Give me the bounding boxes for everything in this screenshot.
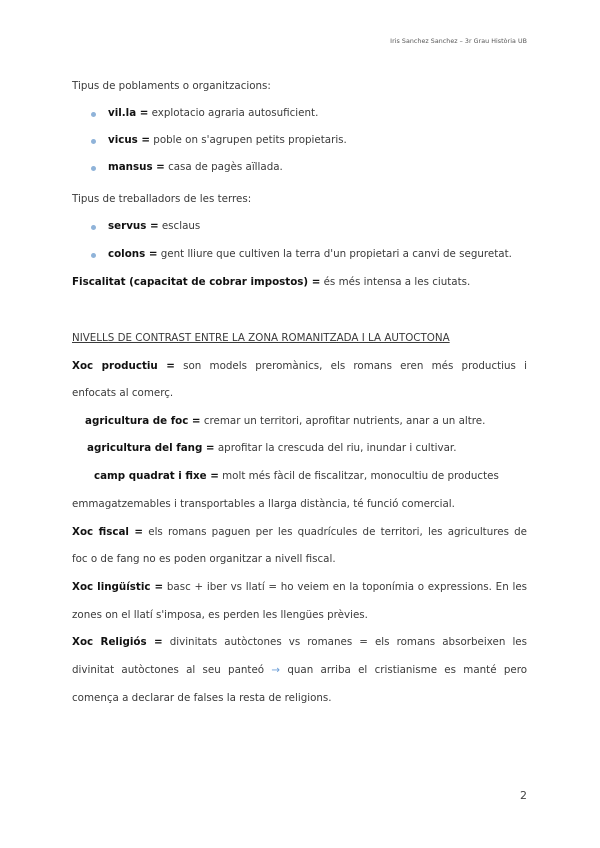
definition: poble on s'agrupen petits propietaris.: [150, 134, 347, 146]
term: vil.la =: [108, 107, 149, 119]
agricultura-fang: [87, 442, 456, 455]
bullet-icon: [91, 112, 96, 117]
term: camp quadrat i fixe =: [94, 470, 219, 482]
text: son models preromànics, els romans eren més productius i: [174, 360, 527, 372]
list-item: [108, 161, 283, 174]
text: basc + iber vs llatí = ho veiem en la toponímia o expressions. En les: [163, 581, 528, 593]
definition: és més intensa a les ciutats.: [320, 276, 471, 288]
arrow-right-icon: →: [271, 664, 281, 676]
term: colons =: [108, 248, 158, 260]
term: vicus =: [108, 134, 151, 146]
term: mansus =: [108, 161, 165, 173]
bullet-icon: [91, 253, 96, 258]
paragraph-xoc-productiu-line1: [72, 360, 527, 373]
term: Fiscalitat (capacitat de cobrar impostos) =: [72, 276, 321, 288]
paragraph-xoc-fiscal-line2: foc o de fang no es poden organitzar a nivell fiscal.: [72, 553, 336, 565]
paragraph-xoc-productiu-line2: enfocats al comerç.: [72, 387, 174, 399]
camp-quadrat-line1: [94, 470, 499, 483]
page-header: Iris Sanchez Sanchez – 3r Grau Història UB: [390, 38, 527, 45]
section-title-nivells: NIVELLS DE CONTRAST ENTRE LA ZONA ROMANITZADA I LA AUTOCTONA: [72, 332, 450, 344]
list-item: [108, 248, 512, 261]
term: servus =: [108, 220, 159, 232]
definition: gent lliure que cultiven la terra d'un propietari a canvi de seguretat.: [157, 248, 512, 260]
list-item: [108, 220, 200, 233]
term: Xoc fiscal =: [72, 526, 144, 538]
definition: aprofitar la crescuda del riu, inundar i cultivar.: [214, 442, 457, 454]
definition: explotacio agraria autosuficient.: [148, 107, 319, 119]
paragraph-xoc-religios-line2: [72, 664, 527, 677]
paragraph-xoc-religios-line1: [72, 636, 527, 649]
term: Xoc productiu =: [72, 360, 175, 372]
agricultura-foc: [85, 415, 485, 428]
list-item: [108, 134, 347, 147]
definition: molt més fàcil de fiscalitzar, monocultiu de productes: [218, 470, 499, 482]
definition: casa de pagès aïllada.: [164, 161, 283, 173]
page-number: 2: [520, 789, 527, 802]
bullet-icon: [91, 225, 96, 230]
camp-quadrat-line2: emmagatzemables i transportables a llarga distància, té funció comercial.: [72, 498, 455, 510]
fiscalitat-paragraph: [72, 276, 470, 289]
text: els romans paguen per les quadrícules de territori, les agricultures de: [143, 526, 527, 538]
term: Xoc lingüístic =: [72, 581, 164, 593]
section-heading-treballadors: Tipus de treballadors de les terres:: [72, 193, 252, 205]
definition: esclaus: [158, 220, 201, 232]
paragraph-xoc-fiscal-line1: [72, 526, 527, 539]
term: agricultura del fang =: [87, 442, 215, 454]
definition: cremar un territori, aprofitar nutrients, anar a un altre.: [200, 415, 486, 427]
term: Xoc Religiós =: [72, 636, 163, 648]
paragraph-xoc-linguistic-line2: zones on el llatí s'imposa, es perden les llengües prèvies.: [72, 609, 368, 621]
section-heading-poblaments: Tipus de poblaments o organitzacions:: [72, 80, 271, 92]
text: divinitat autòctones al seu panteó: [72, 664, 265, 676]
text: quan arriba el cristianisme es manté pero: [280, 664, 527, 676]
text: divinitats autòctones vs romanes = els romans absorbeixen les: [162, 636, 527, 648]
paragraph-xoc-linguistic-line1: [72, 581, 527, 594]
term: agricultura de foc =: [85, 415, 201, 427]
bullet-icon: [91, 139, 96, 144]
paragraph-xoc-religios-line3: comença a declarar de falses la resta de religions.: [72, 692, 332, 704]
bullet-icon: [91, 166, 96, 171]
list-item: [108, 107, 318, 120]
